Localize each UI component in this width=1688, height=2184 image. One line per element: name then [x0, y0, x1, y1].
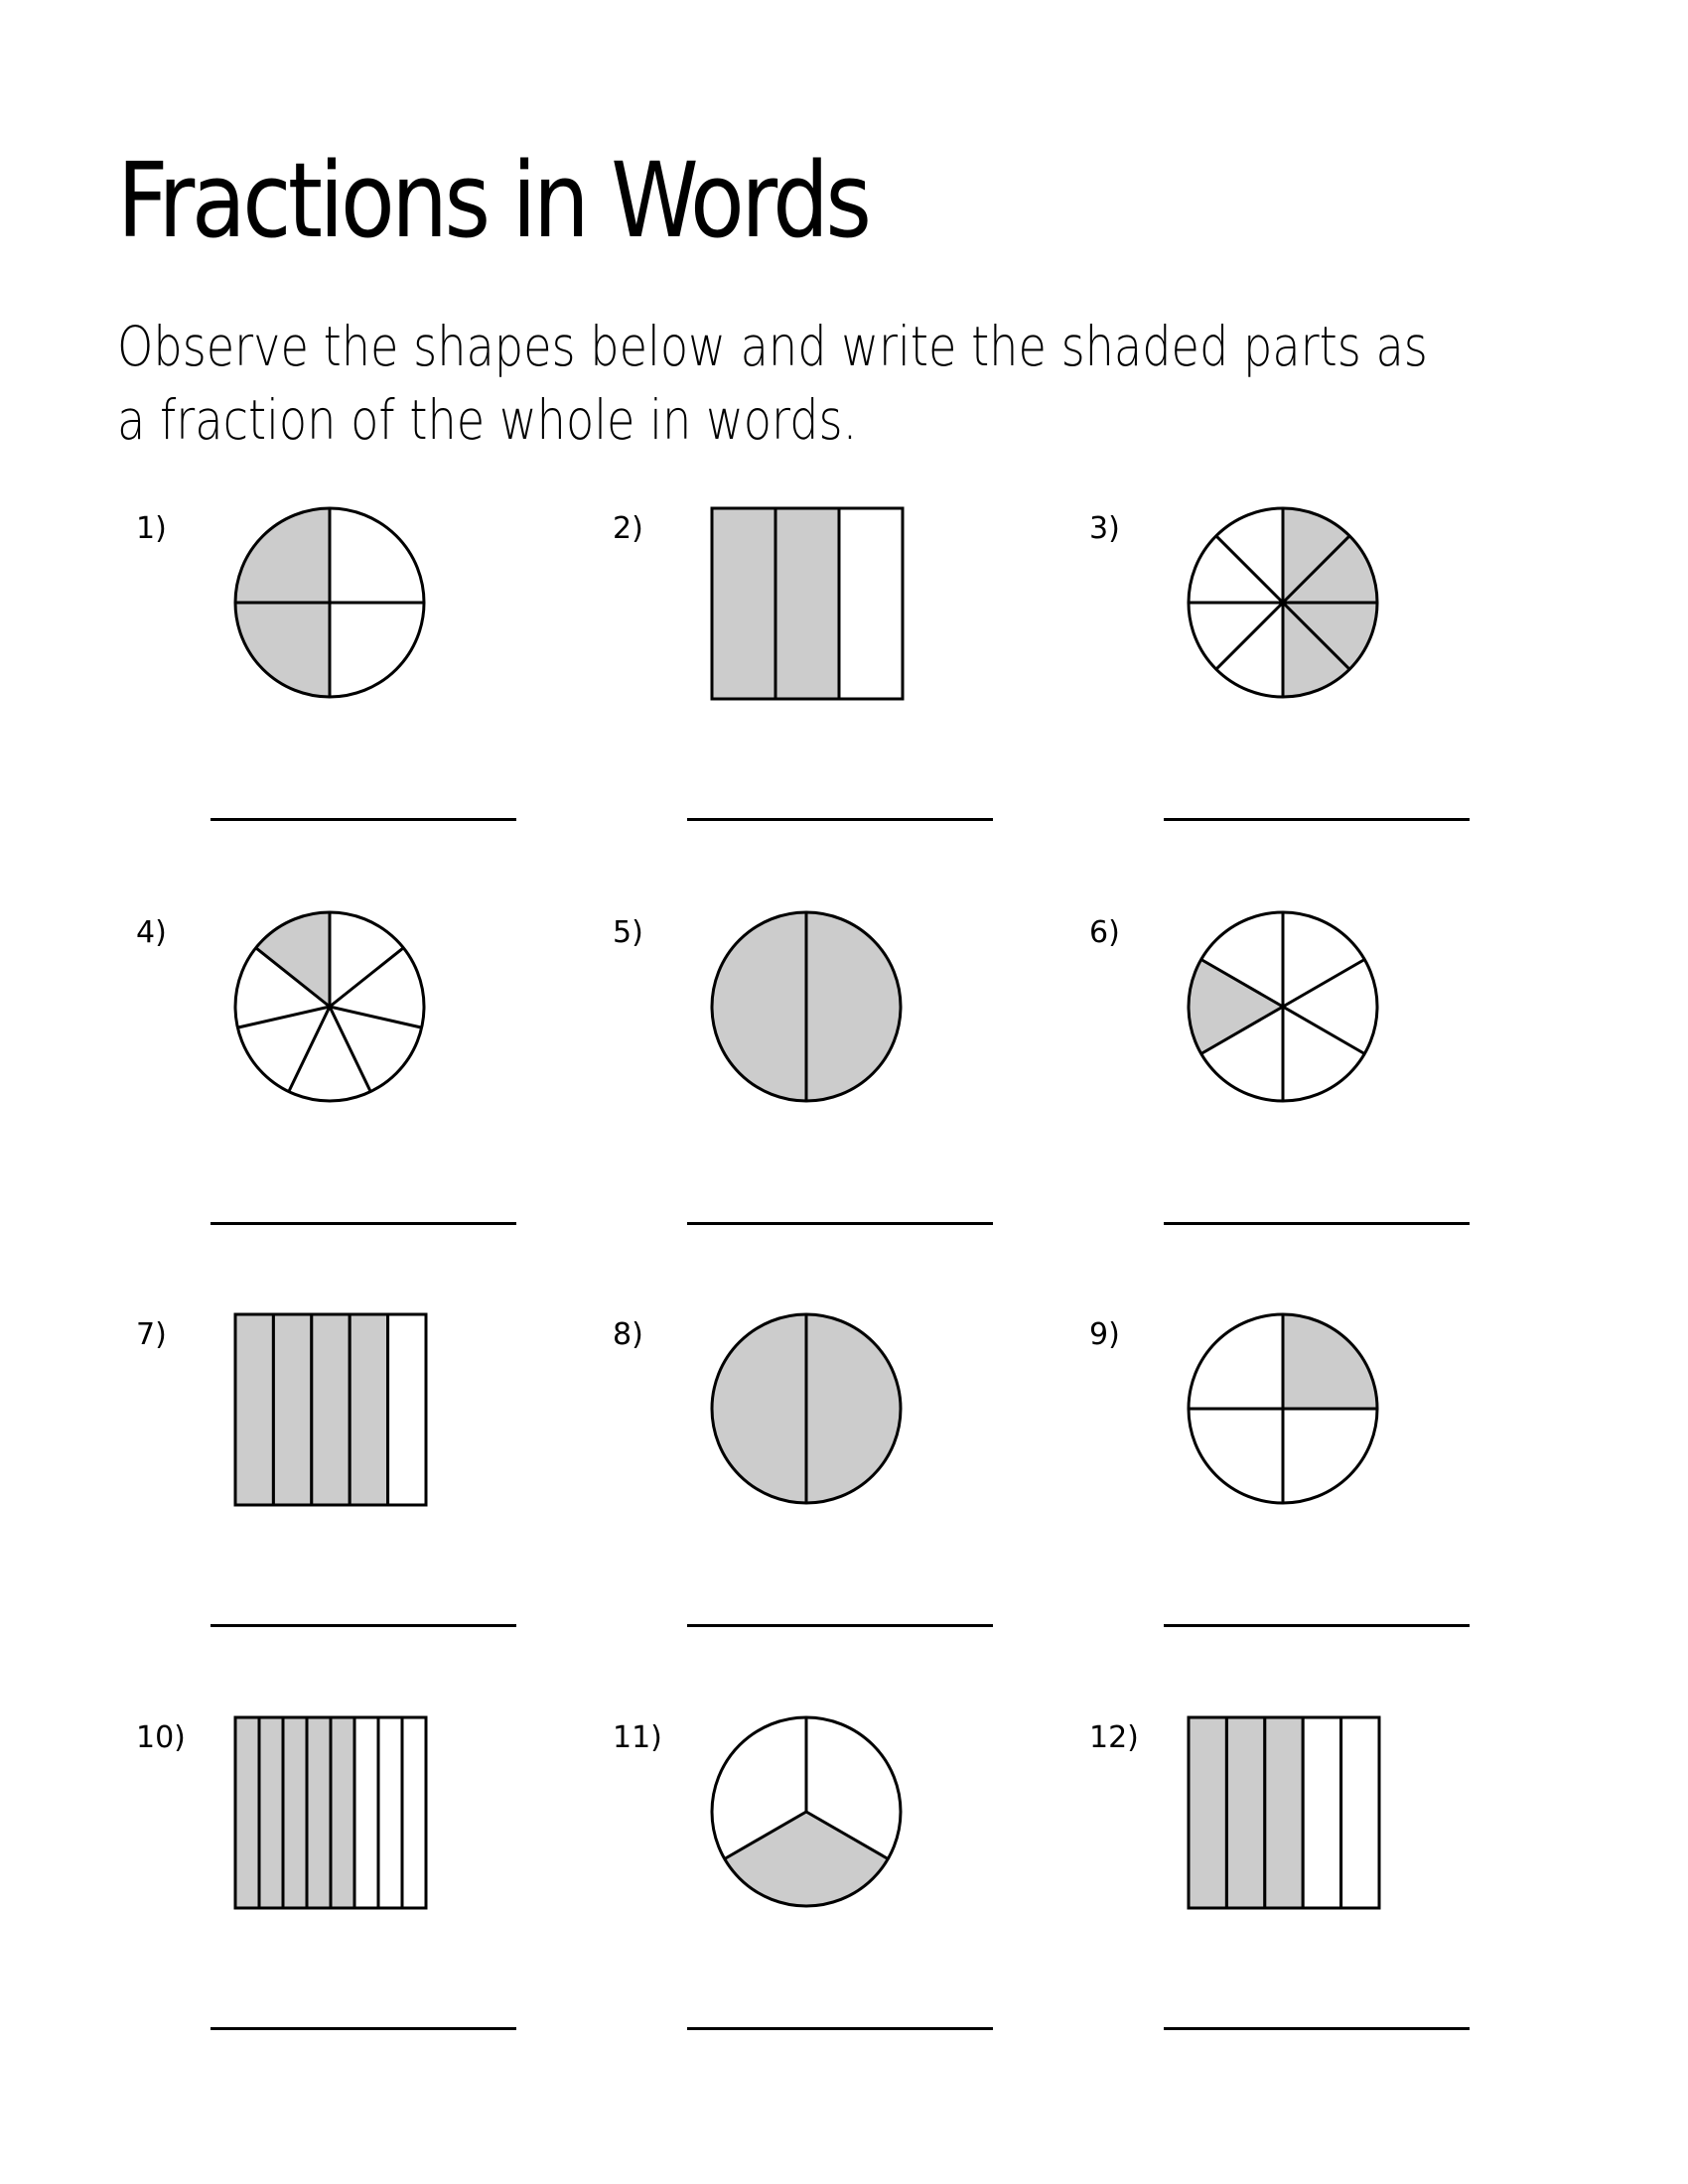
fraction-rectangle — [233, 1715, 432, 1914]
fraction-rectangle — [1187, 1715, 1385, 1914]
answer-line[interactable] — [211, 1624, 516, 1627]
fraction-circle — [1187, 1312, 1385, 1511]
shaded-region — [1189, 960, 1283, 1054]
answer-line[interactable] — [1164, 1624, 1470, 1627]
problem-number: 4) — [136, 915, 167, 950]
instructions — [117, 310, 1535, 457]
problem-number: 9) — [1089, 1317, 1120, 1352]
shaded-region — [256, 912, 330, 1007]
answer-line[interactable] — [687, 1222, 993, 1225]
problem-number: 8) — [613, 1317, 643, 1352]
fraction-circle — [233, 506, 432, 705]
fraction-rectangle — [710, 506, 909, 705]
problem-number: 11) — [613, 1720, 662, 1755]
shaded-region — [725, 1812, 889, 1906]
problem-number: 3) — [1089, 511, 1120, 546]
answer-line[interactable] — [211, 1222, 516, 1225]
answer-line[interactable] — [1164, 818, 1470, 821]
answer-line[interactable] — [211, 818, 516, 821]
problem-number: 10) — [136, 1720, 186, 1755]
fraction-circle — [710, 1715, 909, 1914]
answer-line[interactable] — [687, 818, 993, 821]
problem-number: 12) — [1089, 1720, 1139, 1755]
fraction-circle — [1187, 506, 1385, 705]
answer-line[interactable] — [1164, 2027, 1470, 2030]
fraction-rectangle — [233, 1312, 432, 1511]
problem-number: 7) — [136, 1317, 167, 1352]
instructions-line-1: Observe the shapes below and write the shaded parts as — [117, 315, 1428, 378]
problem-number: 1) — [136, 511, 167, 546]
problem-number: 2) — [613, 511, 643, 546]
fraction-circle — [710, 910, 909, 1109]
fraction-circle — [710, 1312, 909, 1511]
fraction-circle — [233, 910, 432, 1109]
answer-line[interactable] — [1164, 1222, 1470, 1225]
problem-number: 6) — [1089, 915, 1120, 950]
problem-number: 5) — [613, 915, 643, 950]
answer-line[interactable] — [211, 2027, 516, 2030]
answer-line[interactable] — [687, 1624, 993, 1627]
answer-line[interactable] — [687, 2027, 993, 2030]
fraction-circle — [1187, 910, 1385, 1109]
instructions-line-2: a fraction of the whole in words. — [117, 388, 858, 452]
worksheet-title: Fractions in Words — [117, 140, 869, 261]
